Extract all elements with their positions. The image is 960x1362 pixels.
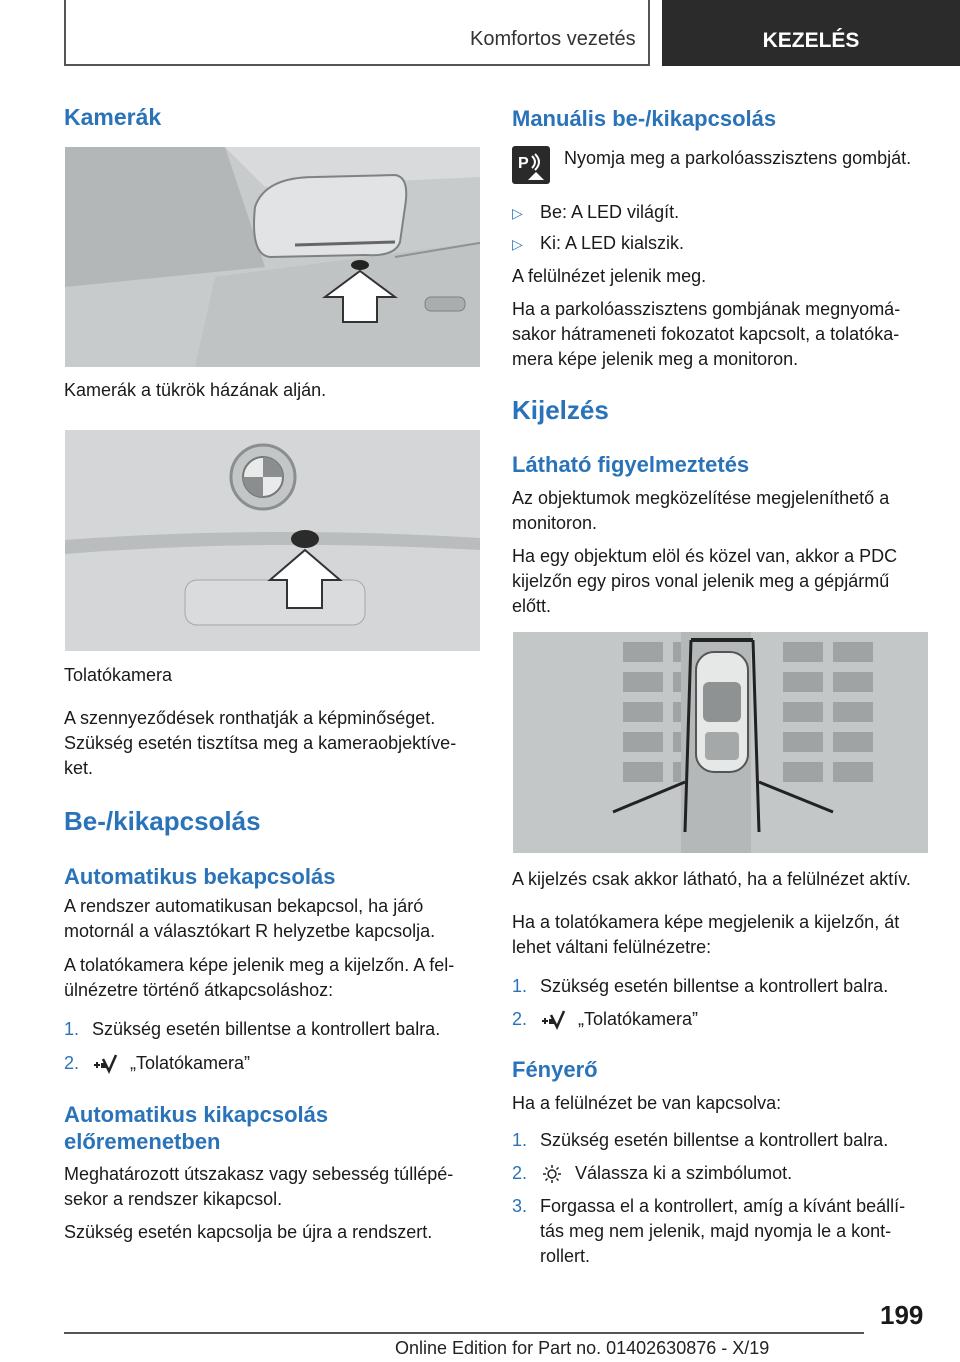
para-reverse-2: sakor hátrameneti fokozatot kapcsolt, a tolatóka-: [512, 324, 900, 344]
para-pdc-3: előtt.: [512, 596, 552, 616]
para-dirt-3: ket.: [64, 758, 94, 778]
para-press-button: Nyomja meg a parkolóasszisztens gombját.: [564, 148, 912, 168]
svg-text:P: P: [518, 155, 529, 172]
bullet-on: [512, 200, 680, 226]
para-pdc-1: Ha egy objektum elöl és közel van, akkor a PDC: [512, 546, 898, 566]
para-switch-1: A tolatókamera képe jelenik meg a kijelzőn. A fel-: [64, 955, 455, 975]
bright-step-3-text-3: rollert.: [540, 1246, 591, 1266]
para-dirt-1: A szennyeződések ronthatják a képminőséget.: [64, 708, 436, 728]
right-step-1-text: Szükség esetén billentse a kontrollert balra.: [540, 976, 889, 996]
para-reverse-3: mera képe jelenik meg a monitoron.: [512, 349, 799, 369]
mirror-camera-image: [65, 147, 480, 367]
bright-step-3: [512, 1194, 932, 1266]
header-chapter-tab: KEZELÉS: [662, 0, 960, 66]
bright-step-3-text-2: tás meg nem jelenik, majd nyomja le a kont-: [540, 1221, 892, 1241]
para-pdc-2: kijelzőn egy piros vonal jelenik meg a gépjármű: [512, 571, 890, 591]
para-dirt-2: Szükség esetén tisztítsa meg a kameraobjektíve-: [64, 733, 457, 753]
bright-step-3-text-1: Forgassa el a kontrollert, amíg a kívánt beállí-: [540, 1196, 906, 1216]
left-step-1-num: 1.: [64, 1019, 80, 1039]
bright-step-2: [512, 1161, 912, 1186]
heading-display: Kijelzés: [512, 395, 609, 425]
header-rule-mid: [648, 0, 650, 66]
heading-auto-off-1: Automatikus kikapcsolás: [64, 1102, 329, 1127]
right-step-1: [512, 974, 889, 999]
left-step-2-num: 2.: [64, 1053, 80, 1073]
bright-step-1: [512, 1128, 889, 1153]
camera-switch-icon: [92, 1053, 120, 1082]
para-brightness: Ha a felülnézet be van kapcsolva:: [512, 1093, 782, 1113]
para-cam-1: Ha a tolatókamera képe megjelenik a kijelzőn, át: [512, 912, 900, 932]
para-objects-1: Az objektumok megközelítése megjeleníthető a: [512, 488, 890, 508]
caption-rear-camera: Tolatókamera: [64, 665, 173, 685]
bright-step-1-num: 1.: [512, 1130, 528, 1150]
para-cam-2: lehet váltani felülnézetre:: [512, 937, 712, 957]
para-objects-2: monitoron.: [512, 513, 598, 533]
brightness-sun-icon: [542, 1164, 562, 1191]
footer-rule: [64, 1332, 864, 1334]
caption-display: A kijelzés csak akkor látható, ha a felülnézet aktív.: [512, 869, 911, 889]
left-step-1-text: Szükség esetén billentse a kontrollert balra.: [92, 1019, 441, 1039]
left-step-2: [64, 1051, 464, 1076]
para-off-2: sekor a rendszer kikapcsol.: [64, 1189, 283, 1209]
bullet-triangle-icon: ▷: [512, 205, 523, 221]
heading-auto-off-2: előremenetben: [64, 1129, 221, 1154]
caption-mirror-cameras: Kamerák a tükrök házának alján.: [64, 380, 327, 400]
right-step-2-num: 2.: [512, 1009, 528, 1029]
bright-step-2-num: 2.: [512, 1163, 528, 1183]
bright-step-1-text: Szükség esetén billentse a kontrollert balra.: [540, 1130, 889, 1150]
heading-on-off: Be-/kikapcsolás: [64, 806, 261, 836]
footer-edition: Online Edition for Part no. 01402630876 - X/19: [395, 1338, 770, 1358]
rear-camera-image: [65, 430, 480, 651]
camera-switch-icon: [540, 1009, 568, 1038]
para-switch-2: ülnézetre történő átkapcsoláshoz:: [64, 980, 334, 1000]
header-rule-left: [64, 0, 66, 66]
para-auto-1: A rendszer automatikusan bekapcsol, ha járó: [64, 896, 424, 916]
para-off-1: Meghatározott útszakasz vagy sebesség túllépé-: [64, 1164, 454, 1184]
bullet-on-text: Be: A LED világít.: [540, 202, 680, 222]
heading-brightness: Fényerő: [512, 1057, 598, 1082]
bullet-off: [512, 231, 685, 257]
para-reverse-1: Ha a parkolóasszisztens gombjának megnyomá-: [512, 299, 901, 319]
heading-visible-warning: Látható figyelmeztetés: [512, 452, 750, 477]
park-assist-button-icon: [512, 146, 550, 184]
right-step-2: [512, 1007, 912, 1032]
left-step-2-text: „Tolatókamera”: [130, 1053, 251, 1073]
para-off-3: Szükség esetén kapcsolja be újra a rendszert.: [64, 1222, 433, 1242]
right-step-2-text: „Tolatókamera”: [578, 1009, 699, 1029]
heading-cameras: Kamerák: [64, 104, 162, 130]
header-rule-bottom: [64, 64, 650, 66]
top-view-display-image: [513, 632, 928, 853]
bright-step-2-text: Válassza ki a szimbólumot.: [575, 1163, 793, 1183]
bullet-off-text: Ki: A LED kialszik.: [540, 233, 685, 253]
right-step-1-num: 1.: [512, 976, 528, 996]
page-number: 199: [880, 1300, 924, 1330]
left-step-1: [64, 1017, 441, 1042]
bullet-triangle-icon: ▷: [512, 236, 523, 252]
heading-auto-on: Automatikus bekapcsolás: [64, 864, 336, 889]
heading-manual: Manuális be-/kikapcsolás: [512, 106, 777, 131]
para-topview: A felülnézet jelenik meg.: [512, 266, 707, 286]
bright-step-3-num: 3.: [512, 1196, 528, 1216]
para-auto-2: motornál a választókart R helyzetbe kapcsolja.: [64, 921, 436, 941]
header-section-title: Komfortos vezetés: [470, 28, 636, 50]
